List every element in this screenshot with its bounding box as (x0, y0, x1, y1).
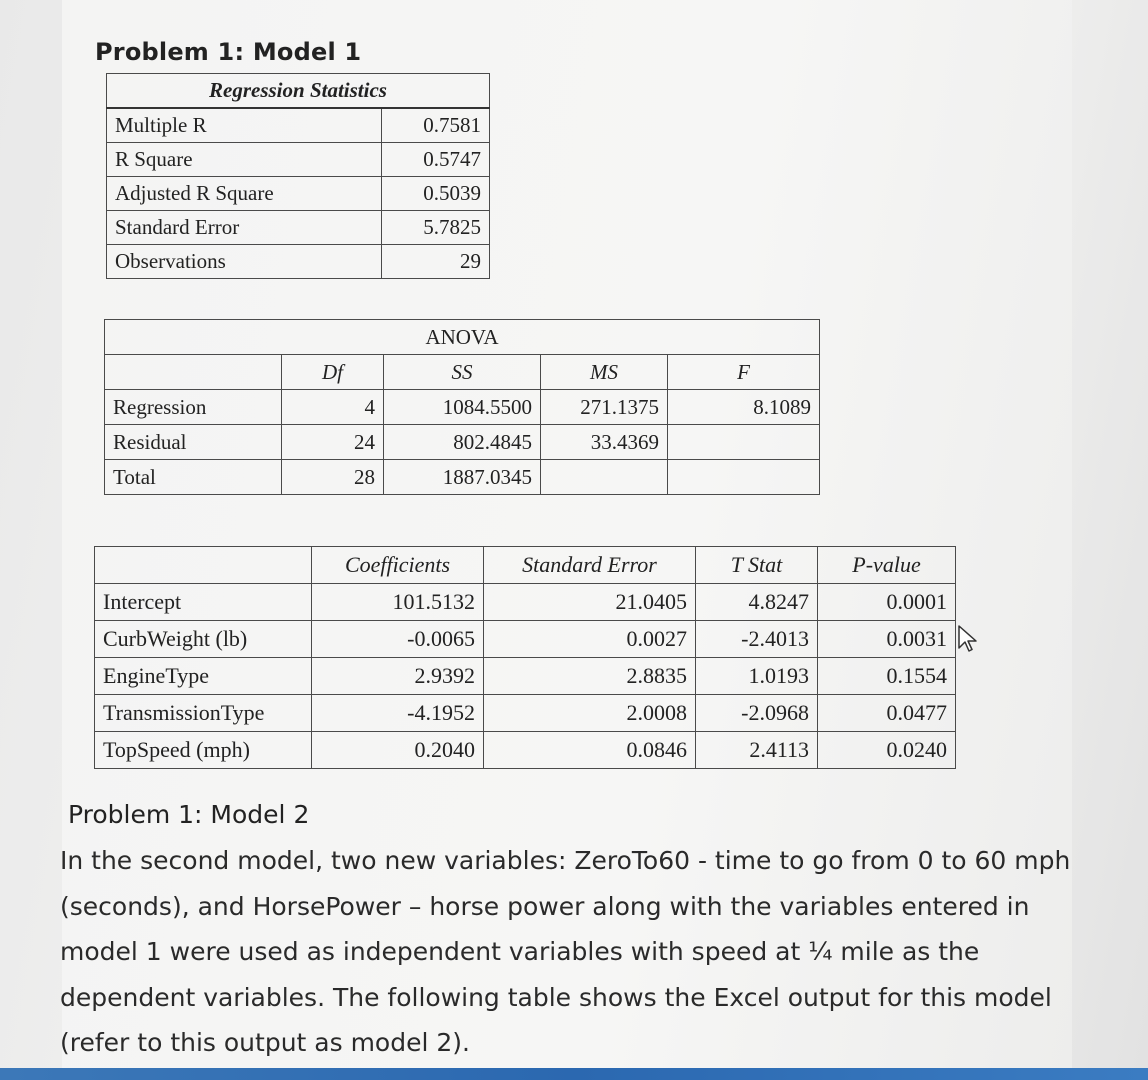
t-cell: 2.4113 (696, 732, 818, 769)
mouse-pointer-icon (956, 624, 980, 654)
header-cell-t-stat: T Stat (696, 547, 818, 584)
header-cell-ss: SS (384, 355, 541, 390)
p-cell: 0.0031 (818, 621, 956, 658)
se-cell: 0.0846 (484, 732, 696, 769)
coef-cell: 2.9392 (312, 658, 484, 695)
regression-statistics-table (106, 73, 490, 279)
ss-cell: 1084.5500 (384, 390, 541, 425)
f-cell (668, 425, 820, 460)
regression-statistics-title: Regression Statistics (107, 74, 490, 109)
coef-cell: -4.1952 (312, 695, 484, 732)
df-cell: 4 (282, 390, 384, 425)
row-label: CurbWeight (lb) (95, 621, 312, 658)
table-row (107, 211, 490, 245)
coef-cell: 0.2040 (312, 732, 484, 769)
header-cell (105, 355, 282, 390)
t-cell: -2.0968 (696, 695, 818, 732)
row-label: Total (105, 460, 282, 495)
se-cell: 21.0405 (484, 584, 696, 621)
ms-cell (541, 460, 668, 495)
anova-table (104, 319, 820, 495)
anova-header-row (105, 355, 820, 390)
row-label: EngineType (95, 658, 312, 695)
table-row (105, 425, 820, 460)
stat-value: 0.5039 (382, 177, 490, 211)
stat-value: 0.5747 (382, 143, 490, 177)
model2-description: In the second model, two new variables: ZeroTo60 - time to go from 0 to 60 mph (seconds), and HorsePower – horse power along with the variables entered in model 1 were used as independent variables with speed at ¼ mile as the dependent variables. The following table shows the Excel output for this model (refer to this output as model 2). (60, 846, 1071, 1057)
ss-cell: 802.4845 (384, 425, 541, 460)
stat-value: 29 (382, 245, 490, 279)
ms-cell: 33.4369 (541, 425, 668, 460)
stat-label: Observations (107, 245, 382, 279)
table-row (105, 460, 820, 495)
taskbar-strip (0, 1068, 1148, 1080)
table-row (95, 695, 956, 732)
df-cell: 28 (282, 460, 384, 495)
header-cell-ms: MS (541, 355, 668, 390)
table-row (107, 143, 490, 177)
stat-label: R Square (107, 143, 382, 177)
row-label: Residual (105, 425, 282, 460)
row-label: Intercept (95, 584, 312, 621)
f-cell: 8.1089 (668, 390, 820, 425)
stat-value: 0.7581 (382, 108, 490, 143)
t-cell: 1.0193 (696, 658, 818, 695)
se-cell: 0.0027 (484, 621, 696, 658)
header-cell-f: F (668, 355, 820, 390)
table-row (95, 732, 956, 769)
ms-cell: 271.1375 (541, 390, 668, 425)
se-cell: 2.0008 (484, 695, 696, 732)
stat-value: 5.7825 (382, 211, 490, 245)
anova-title: ANOVA (105, 320, 820, 355)
p-cell: 0.0240 (818, 732, 956, 769)
stat-label: Multiple R (107, 108, 382, 143)
se-cell: 2.8835 (484, 658, 696, 695)
stat-label: Adjusted R Square (107, 177, 382, 211)
p-cell: 0.1554 (818, 658, 956, 695)
table-row (107, 245, 490, 279)
header-cell (95, 547, 312, 584)
header-cell-df: Df (282, 355, 384, 390)
coef-cell: -0.0065 (312, 621, 484, 658)
problem1-model1-heading: Problem 1: Model 1 (95, 38, 362, 66)
header-cell-standard-error: Standard Error (484, 547, 696, 584)
df-cell: 24 (282, 425, 384, 460)
header-cell-p-value: P-value (818, 547, 956, 584)
coefficients-header-row (95, 547, 956, 584)
table-row (95, 621, 956, 658)
coefficients-table (94, 546, 956, 769)
table-row (107, 108, 490, 143)
t-cell: 4.8247 (696, 584, 818, 621)
p-cell: 0.0477 (818, 695, 956, 732)
row-label: TopSpeed (mph) (95, 732, 312, 769)
stat-label: Standard Error (107, 211, 382, 245)
p-cell: 0.0001 (818, 584, 956, 621)
row-label: TransmissionType (95, 695, 312, 732)
row-label: Regression (105, 390, 282, 425)
coef-cell: 101.5132 (312, 584, 484, 621)
table-row (95, 658, 956, 695)
table-row (95, 584, 956, 621)
table-row (105, 390, 820, 425)
header-cell-coefficients: Coefficients (312, 547, 484, 584)
f-cell (668, 460, 820, 495)
problem1-model2-heading: Problem 1: Model 2 (68, 800, 310, 829)
t-cell: -2.4013 (696, 621, 818, 658)
table-row (107, 177, 490, 211)
ss-cell: 1887.0345 (384, 460, 541, 495)
